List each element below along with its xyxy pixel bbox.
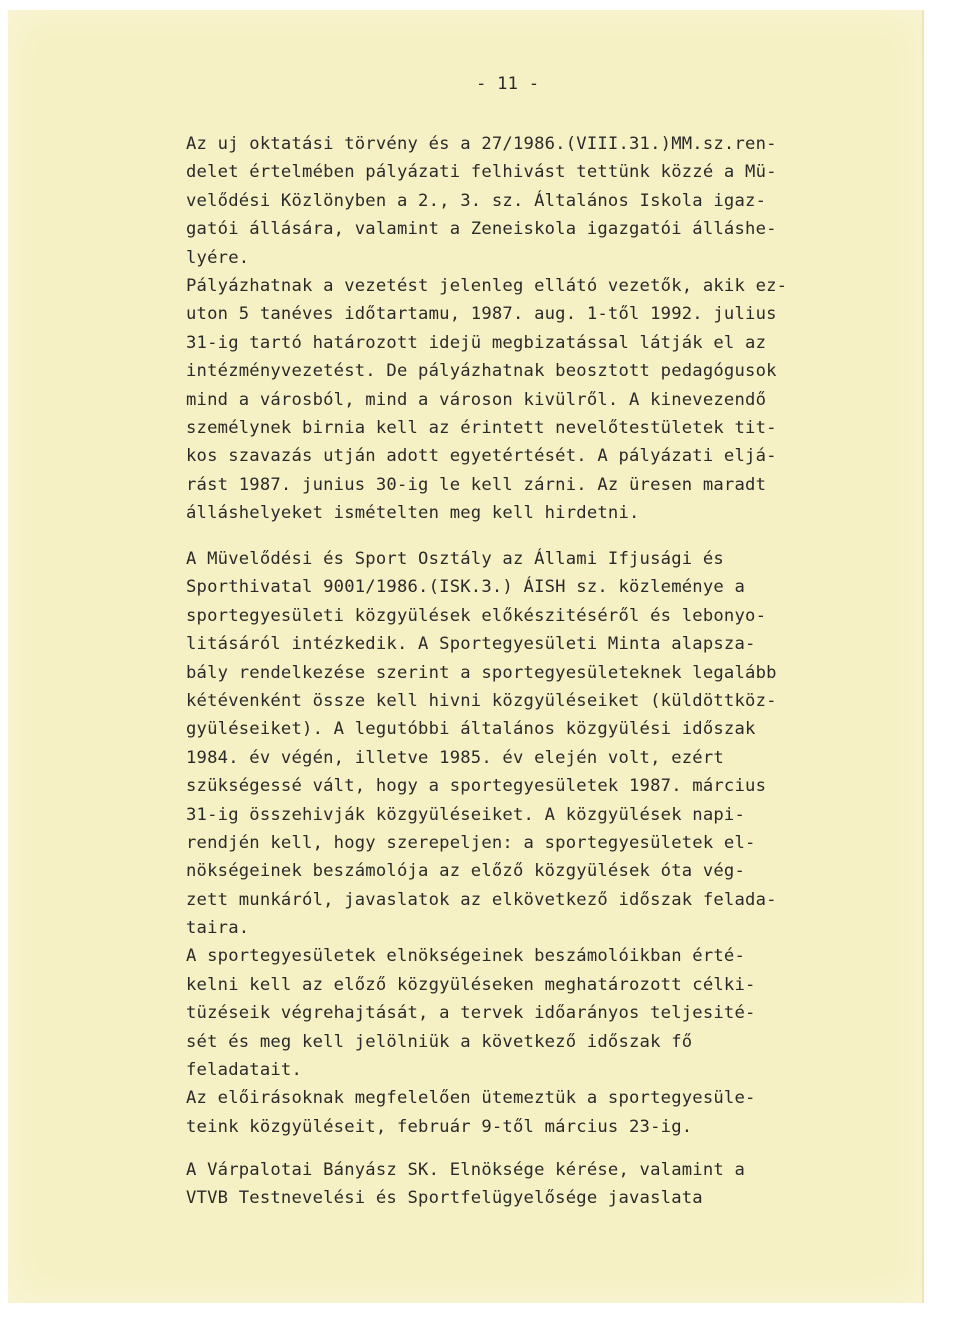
text-line: szükségessé vált, hogy a sportegyesületek 1987. március: [186, 776, 767, 797]
text-line: Sporthivatal 9001/1986.(ISK.3.) ÁISH sz. közleménye a: [186, 577, 746, 598]
text-line: kétévenként össze kell hivni közgyüléseiket (küldöttköz-: [186, 690, 777, 711]
text-line: kos szavazás utján adott egyetértését. A pályázati eljá-: [186, 446, 777, 467]
text-line: gatói állására, valamint a Zeneiskola igazgatói álláshe-: [186, 219, 777, 240]
page-number: - 11 -: [476, 74, 540, 94]
text-line: A Várpalotai Bányász SK. Elnöksége kérése, valamint a: [186, 1160, 746, 1180]
paragraph-varpalota-club: [186, 1156, 846, 1213]
text-line: VTVB Testnevelési és Sportfelügyelősége javaslata: [186, 1188, 703, 1209]
text-line: taira.: [186, 918, 250, 939]
text-line: nökségeinek beszámolója az előző közgyülések óta vég-: [186, 861, 746, 882]
text-line: A sportegyesületek elnökségeinek beszámolóikban érté-: [186, 946, 746, 967]
text-line: gyüléseiket). A legutóbbi általános közgyülési időszak: [186, 719, 756, 740]
text-line: uton 5 tanéves időtartamu, 1987. aug. 1-től 1992. julius: [186, 304, 777, 325]
text-line: Az előirásoknak megfelelően ütemeztük a sportegyesüle-: [186, 1088, 756, 1109]
text-line: sét és meg kell jelölniük a következő időszak fő: [186, 1031, 693, 1052]
text-line: feladatait.: [186, 1060, 303, 1081]
text-line: rást 1987. junius 30-ig le kell zárni. Az üresen maradt: [186, 474, 767, 495]
text-line: rendjén kell, hogy szerepeljen: a sportegyesületek el-: [186, 832, 756, 853]
text-line: teink közgyüléseit, február 9-től március 23-ig.: [186, 1116, 693, 1137]
text-line: 1984. év végén, illetve 1985. év elején volt, ezért: [186, 747, 724, 768]
text-line: litásáról intézkedik. A Sportegyesületi Minta alapsza-: [186, 634, 756, 655]
text-line: személynek birnia kell az érintett nevelőtestületek tit-: [186, 417, 777, 438]
text-line: 31-ig tartó határozott idejü megbizatással látják el az: [186, 332, 767, 353]
scan-edge: [922, 10, 924, 1303]
text-line: velődési Közlönyben a 2., 3. sz. Általános Iskola igaz-: [186, 190, 767, 211]
paragraph-school-directors: [186, 130, 846, 527]
text-line: Az uj oktatási törvény és a 27/1986.(VIII.31.)MM.sz.ren-: [186, 134, 777, 154]
text-line: sportegyesületi közgyülések előkészitéséről és lebonyo-: [186, 605, 767, 626]
text-line: zett munkáról, javaslatok az elkövetkező időszak felada-: [186, 889, 777, 910]
text-line: 31-ig összehivják közgyüléseiket. A közgyülések napi-: [186, 804, 746, 825]
text-line: mind a városból, mind a városon kivülről. A kinevezendő: [186, 389, 767, 410]
text-line: intézményvezetést. De pályázhatnak beosztott pedagógusok: [186, 361, 777, 382]
text-line: A Müvelődési és Sport Osztály az Állami Ifjusági és: [186, 549, 724, 569]
text-line: kelni kell az előző közgyüléseken meghatározott célki-: [186, 974, 756, 995]
text-line: Pályázhatnak a vezetést jelenleg ellátó vezetők, akik ez-: [186, 275, 788, 296]
paragraph-sports-assemblies: [186, 545, 846, 1141]
text-line: delet értelmében pályázati felhivást tettünk közzé a Mü-: [186, 162, 777, 183]
text-line: álláshelyeket ismételten meg kell hirdetni.: [186, 503, 640, 524]
text-line: lyére.: [186, 247, 250, 268]
text-line: bály rendelkezése szerint a sportegyesületeknek legalább: [186, 662, 777, 683]
text-line: tüzéseik végrehajtását, a tervek időarányos teljesité-: [186, 1003, 756, 1024]
